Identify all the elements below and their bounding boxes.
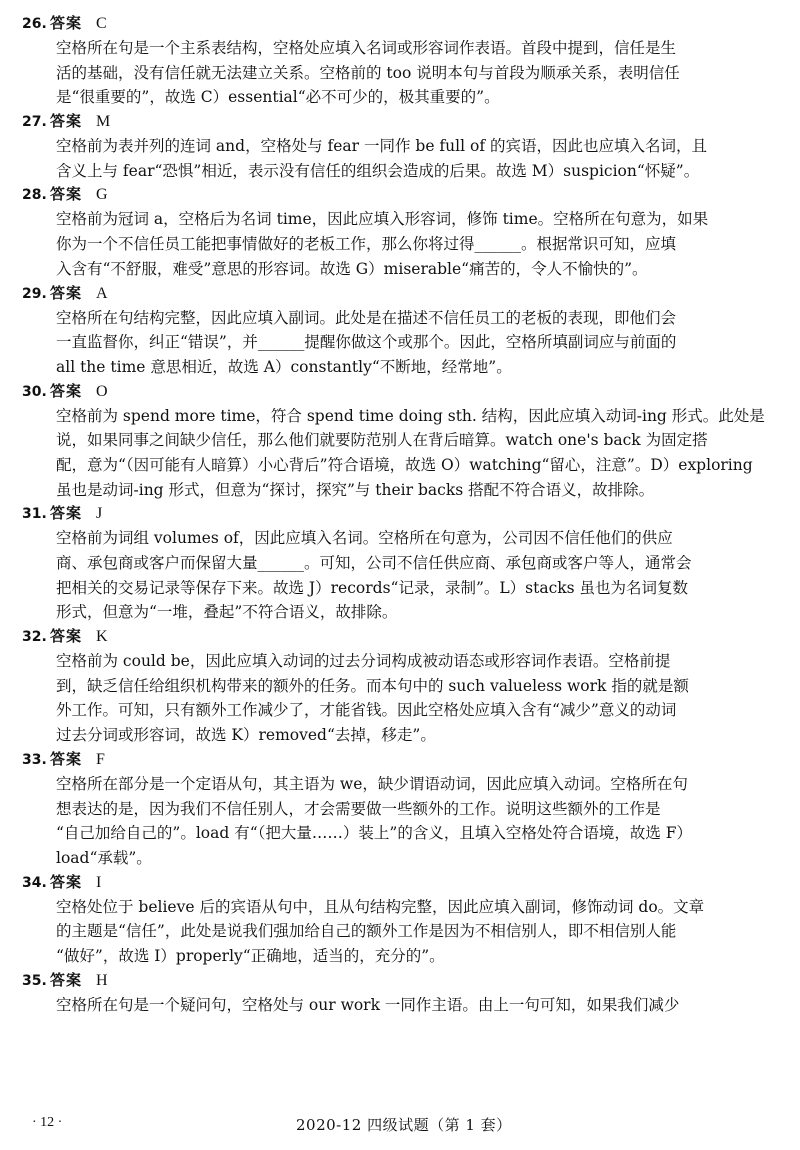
question-number: 28.	[22, 187, 47, 204]
explanation-line: “自己加给自己的”。load 有“（把大量……）装上”的含义，且填入空格处符合语境，故选 F）	[56, 824, 693, 843]
question-number: 34.	[22, 874, 47, 891]
page-number: · 12 ·	[32, 1115, 63, 1130]
answer-letter: A	[96, 284, 108, 302]
answer-label: 答案	[50, 283, 83, 302]
answer-label: 答案	[50, 970, 83, 989]
explanation-line: 想表达的是，因为我们不信任别人，才会需要做一些额外的工作。说明这些额外的工作是	[56, 799, 661, 818]
explanation	[56, 649, 784, 748]
answer-letter: M	[96, 113, 111, 131]
explanation	[56, 207, 784, 281]
question-number: 32.	[22, 629, 47, 646]
footer-title: 2020-12 四级试题（第 1 套）	[296, 1116, 512, 1134]
question-number: 35.	[22, 972, 47, 989]
question-number: 26.	[22, 16, 47, 32]
answer-heading	[22, 380, 784, 404]
answer-heading	[22, 183, 784, 207]
explanation	[56, 306, 784, 380]
explanation-line: 是“很重要的”，故选 C）essential“必不可少的，极其重要的”。	[56, 88, 500, 107]
answer-letter: J	[96, 505, 103, 523]
answer-label: 答案	[50, 14, 83, 32]
explanation	[56, 526, 784, 625]
answer-heading	[22, 871, 784, 895]
answer-heading	[22, 625, 784, 649]
answer-item	[22, 110, 784, 183]
explanation-line: 空格所在句是一个疑问句，空格处与 our work 一同作主语。由上一句可知，如果我们减少	[56, 995, 680, 1014]
answer-heading	[22, 12, 784, 36]
question-number: 29.	[22, 285, 47, 302]
explanation-line: 形式，但意为“一堆，叠起”不符合语义，故排除。	[56, 603, 398, 622]
explanation-line: 空格前为表并列的连词 and，空格处与 fear 一同作 be full of 的宾语，因此也应填入名词，且	[56, 137, 707, 156]
explanation	[56, 36, 784, 110]
explanation-line: 活的基础，没有信任就无法建立关系。空格前的 too 说明本句与首段为顺承关系，表明信任	[56, 63, 680, 82]
answer-item	[22, 502, 784, 625]
answer-heading	[22, 748, 784, 772]
explanation-line: 空格前为 could be，因此应填入动词的过去分词构成被动语态或形容词作表语。空格前提	[56, 652, 671, 671]
answer-item	[22, 12, 784, 110]
answer-letter: C	[96, 15, 107, 32]
answer-letter: I	[96, 873, 102, 891]
explanation-line: 过去分词或形容词，故选 K）removed“去掉，移走”。	[56, 726, 436, 745]
answer-label: 答案	[50, 627, 83, 646]
explanation-line: 空格前为词组 volumes of，因此应填入名词。空格所在句意为，公司因不信任他们的供应	[56, 529, 673, 548]
answer-label: 答案	[50, 749, 83, 768]
explanation-line: “做好”，故选 I）properly“正确地，适当的，充分的”。	[56, 946, 445, 965]
explanation-line: load“承载”。	[56, 848, 152, 867]
answer-item	[22, 748, 784, 871]
explanation-line: 到，缺乏信任给组织机构带来的额外的任务。而本句中的 such valueless work 指的就是额	[56, 676, 689, 695]
explanation-line: 把相关的交易记录等保存下来。故选 J）records“记录，录制”。L）stacks 虽也为名词复数	[56, 578, 689, 597]
explanation-line: 的主题是“信任”，此处是说我们强加给自己的额外工作是因为不相信别人，即不相信别人能	[56, 922, 677, 941]
explanation-line: 空格处位于 believe 后的宾语从句中，且从句结构完整，因此应填入副词，修饰动词 do。文章	[56, 897, 705, 916]
explanation	[56, 404, 784, 503]
explanation-line: 一直监督你，纠正“错误”，并______提醒你做这个或那个。因此，空格所填副词应与前面的	[56, 333, 677, 352]
explanation	[56, 134, 784, 183]
answer-letter: K	[96, 628, 108, 646]
answer-letter: F	[96, 750, 105, 768]
explanation-line: 配，意为“（因可能有人暗算）小心背后”符合语境，故选 O）watching“留心，注意”。D）exploring	[56, 455, 753, 474]
answer-heading	[22, 502, 784, 526]
explanation-line: 说，如果同事之间缺少信任，那么他们就要防范别人在背后暗算。watch one's back 为固定搭	[56, 431, 708, 450]
answer-label: 答案	[50, 872, 83, 891]
answer-item	[22, 380, 784, 503]
answer-item	[22, 871, 784, 969]
question-number: 27.	[22, 114, 47, 131]
explanation-line: 虽也是动词-ing 形式，但意为“探讨，探究”与 their backs 搭配不符合语义，故排除。	[56, 480, 655, 499]
answer-item	[22, 183, 784, 281]
explanation-line: 空格前为冠词 a，空格后为名词 time，因此应填入形容词，修饰 time。空格所在句意为，如果	[56, 210, 709, 229]
answer-item	[22, 282, 784, 380]
explanation	[56, 895, 784, 969]
explanation	[56, 993, 784, 1018]
answer-letter: O	[96, 382, 108, 400]
page-footer	[0, 1113, 800, 1137]
explanation-line: 空格所在句是一个主系表结构，空格处应填入名词或形容词作表语。首段中提到，信任是生	[56, 39, 677, 57]
explanation-line: 空格前为 spend more time，符合 spend time doing sth. 结构，因此应填入动词-ing 形式。此处是	[56, 406, 765, 425]
explanation-line: 商、承包商或客户而保留大量______。可知，公司不信任供应商、承包商或客户等人，通常会	[56, 554, 692, 572]
answer-label: 答案	[50, 504, 83, 523]
explanation	[56, 772, 784, 871]
answer-heading	[22, 110, 784, 134]
answer-label: 答案	[50, 112, 83, 131]
answer-heading	[22, 969, 784, 993]
explanation-line: 含义上与 fear“恐惧”相近，表示没有信任的组织会造成的后果。故选 M）suspicion“怀疑”。	[56, 161, 700, 180]
explanation-line: 入含有“不舒服，难受”意思的形容词。故选 G）miserable“痛苦的，令人不愉快的”。	[56, 259, 648, 278]
question-number: 31.	[22, 506, 47, 523]
question-number: 30.	[22, 383, 47, 400]
answer-item	[22, 625, 784, 748]
explanation-line: 空格所在句结构完整，因此应填入副词。此处是在描述不信任员工的老板的表现，即他们会	[56, 308, 677, 327]
answer-label: 答案	[50, 185, 83, 204]
answer-item	[22, 969, 784, 1018]
explanation-line: all the time 意思相近，故选 A）constantly“不断地，经常地”。	[56, 357, 512, 376]
explanation-line: 外工作。可知，只有额外工作减少了，才能省钱。因此空格处应填入含有“减少”意义的动词	[56, 701, 677, 720]
answer-heading	[22, 282, 784, 306]
explanation-line: 空格所在部分是一个定语从句，其主语为 we，缺少谓语动词，因此应填入动词。空格所在句	[56, 774, 688, 793]
explanation-line: 你为一个不信任员工能把事情做好的老板工作，那么你将过得______。根据常识可知，应填	[56, 235, 677, 254]
answer-letter: H	[96, 971, 108, 989]
answer-letter: G	[96, 186, 108, 204]
answer-label: 答案	[50, 381, 83, 400]
answer-explanations	[22, 12, 784, 1017]
question-number: 33.	[22, 751, 47, 768]
